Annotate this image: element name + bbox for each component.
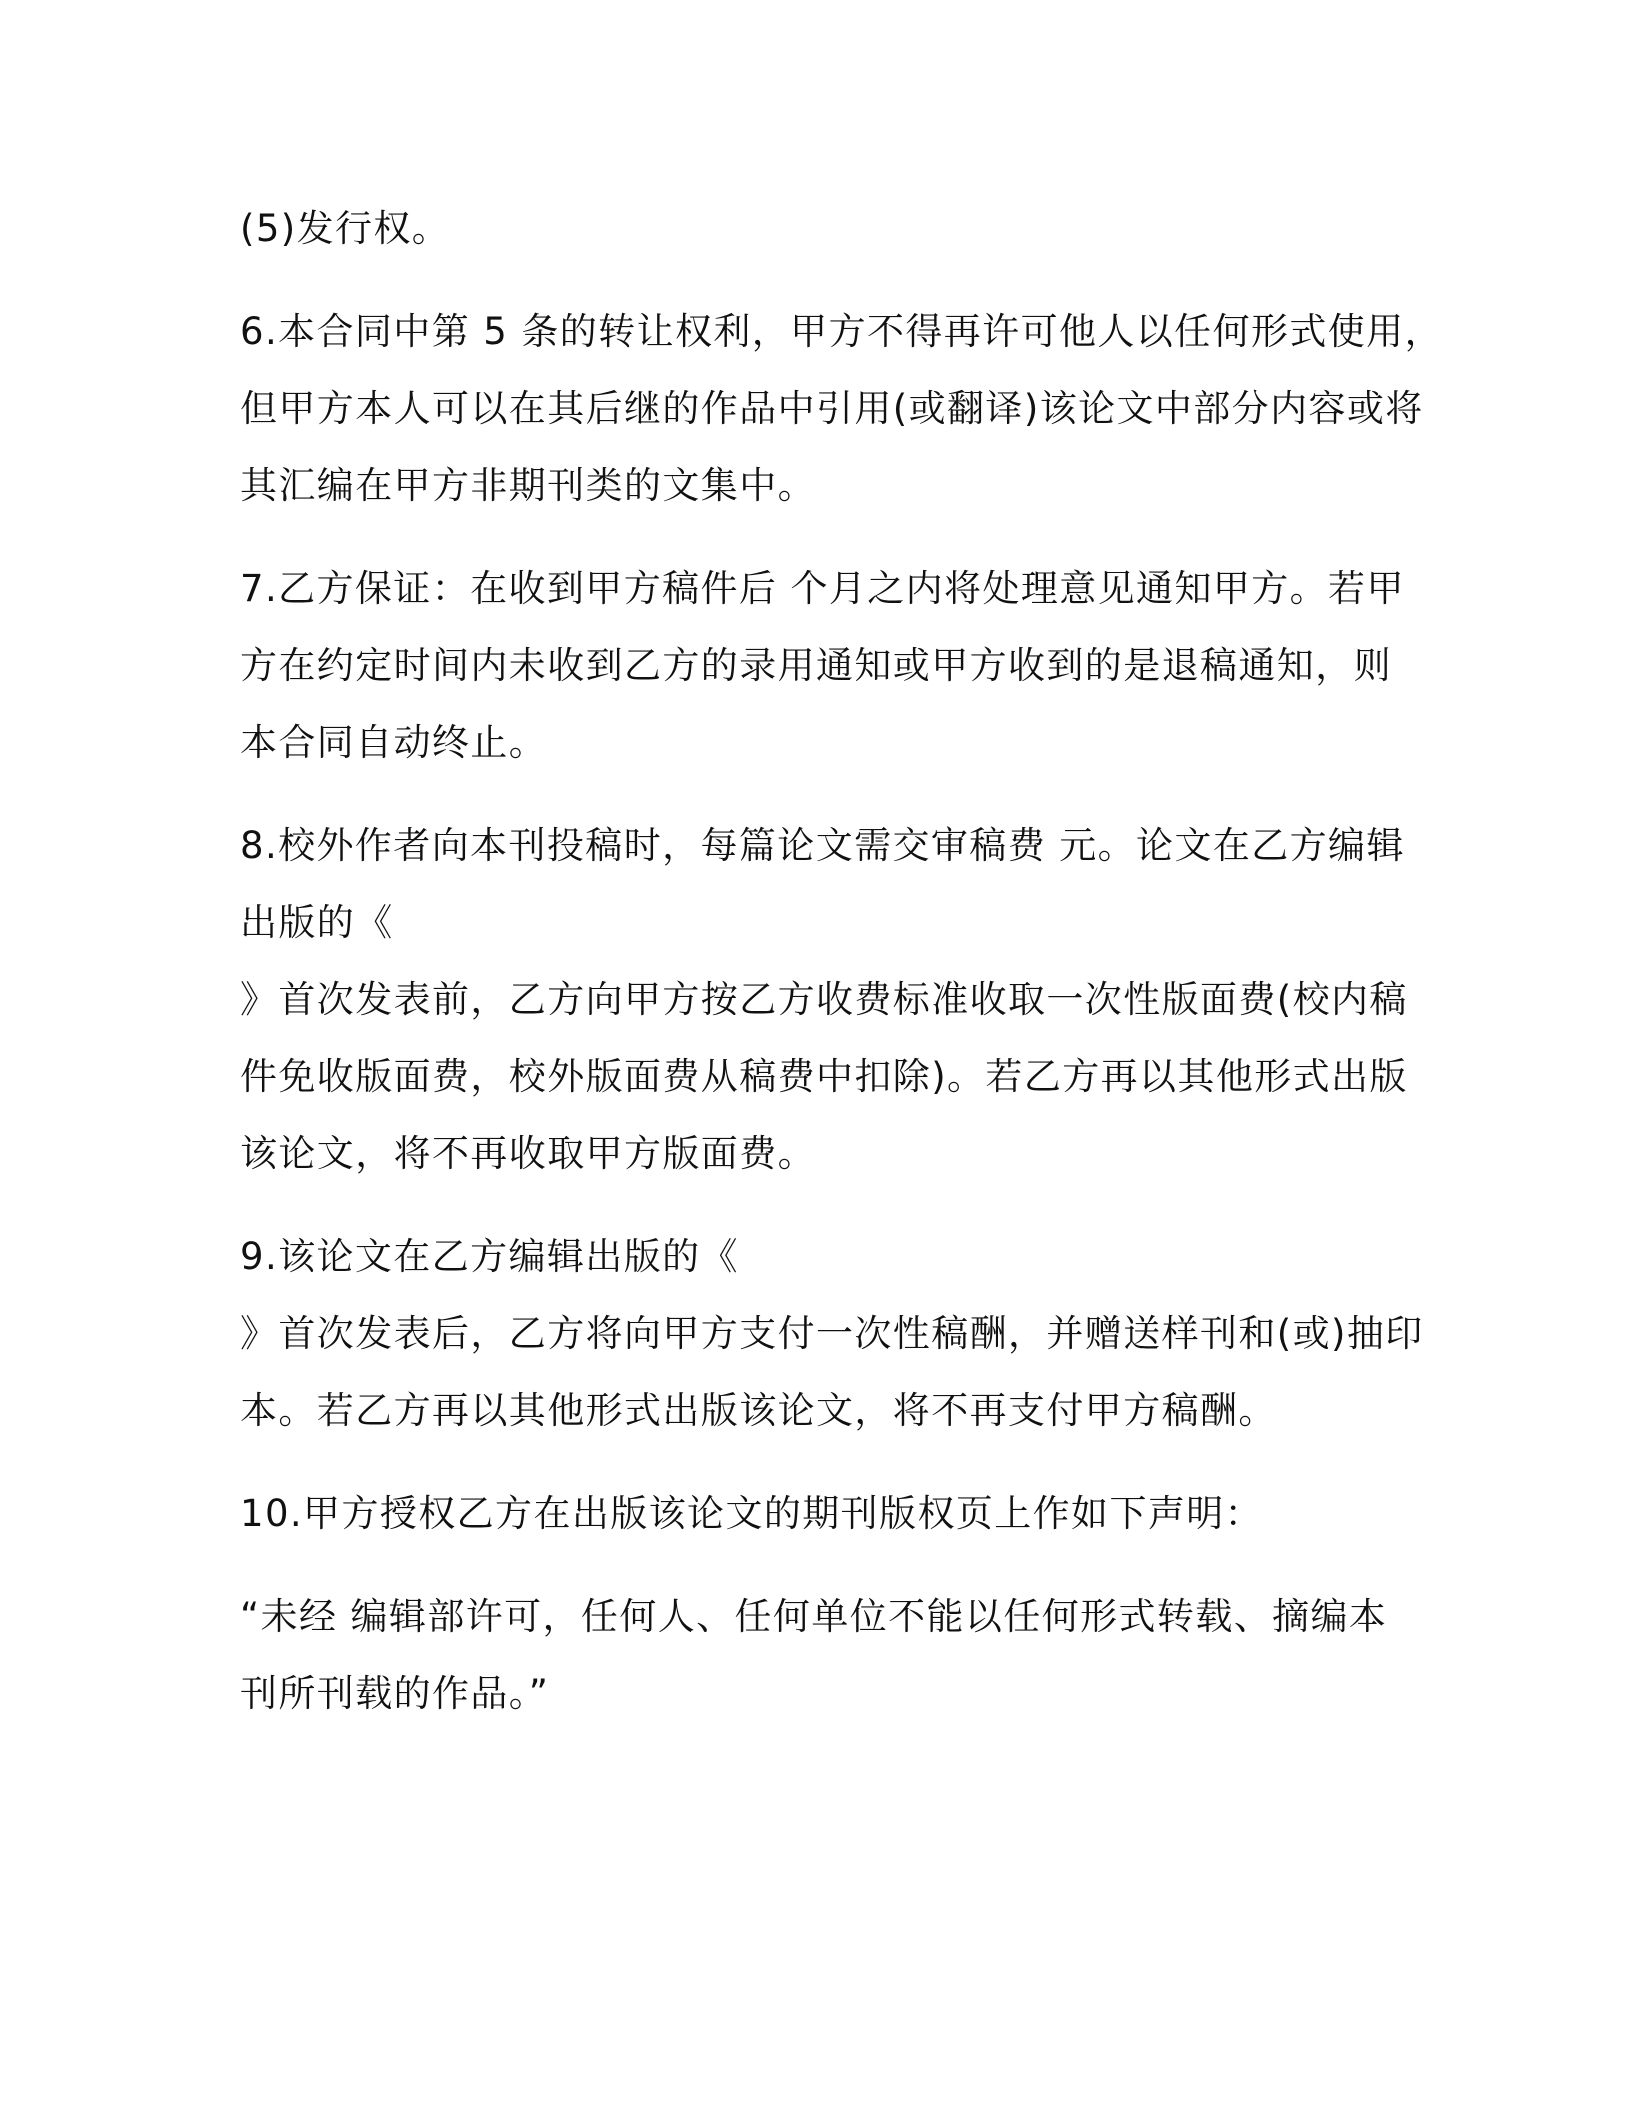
text-line: 其汇编在甲方非期刊类的文集中。 bbox=[240, 464, 816, 507]
paragraph-gap bbox=[240, 1192, 1400, 1218]
clause-9 bbox=[240, 1218, 1424, 1449]
text-line: 刊所刊载的作品。” bbox=[240, 1672, 550, 1715]
paragraph-gap bbox=[240, 524, 1400, 550]
text-line: 7.乙方保证：在收到甲方稿件后 个月之内将处理意见通知甲方。若甲 bbox=[240, 567, 1405, 610]
text-line: 出版的《 bbox=[240, 901, 394, 944]
text-line: 本合同自动终止。 bbox=[240, 721, 548, 764]
paragraph-gap bbox=[240, 267, 1400, 293]
text-line: 10.甲方授权乙方在出版该论文的期刊版权页上作如下声明： bbox=[240, 1492, 1264, 1535]
text-line: 件免收版面费，校外版面费从稿费中扣除)。若乙方再以其他形式出版 bbox=[240, 1055, 1408, 1098]
clause-5-item-5 bbox=[240, 190, 1400, 267]
copyright-statement bbox=[240, 1578, 1400, 1732]
text-line: 但甲方本人可以在其后继的作品中引用(或翻译)该论文中部分内容或将 bbox=[240, 387, 1424, 430]
paragraph-gap bbox=[240, 781, 1400, 807]
text-line: 》首次发表前，乙方向甲方按乙方收费标准收取一次性版面费(校内稿 bbox=[240, 978, 1408, 1021]
text-line: 9.该论文在乙方编辑出版的《 bbox=[240, 1235, 739, 1278]
text-line: 方在约定时间内未收到乙方的录用通知或甲方收到的是退稿通知，则 bbox=[240, 644, 1392, 687]
text-line: 6.本合同中第 5 条的转让权利，甲方不得再许可他人以任何形式使用， bbox=[240, 310, 1443, 353]
text-line: 本。若乙方再以其他形式出版该论文，将不再支付甲方稿酬。 bbox=[240, 1389, 1277, 1432]
text-line: “未经 编辑部许可，任何人、任何单位不能以任何形式转载、摘编本 bbox=[240, 1595, 1388, 1638]
paragraph-gap bbox=[240, 1449, 1400, 1475]
text-line: (5)发行权。 bbox=[240, 207, 451, 250]
paragraph-gap bbox=[240, 1552, 1400, 1578]
text-line: 该论文，将不再收取甲方版面费。 bbox=[240, 1132, 816, 1175]
text-line: 》首次发表后，乙方将向甲方支付一次性稿酬，并赠送样刊和(或)抽印 bbox=[240, 1312, 1424, 1355]
contract-text bbox=[240, 190, 1443, 1732]
clause-8 bbox=[240, 807, 1408, 1192]
clause-7 bbox=[240, 550, 1405, 781]
clause-10 bbox=[240, 1475, 1400, 1552]
text-line: 8.校外作者向本刊投稿时，每篇论文需交审稿费 元。论文在乙方编辑 bbox=[240, 824, 1405, 867]
clause-6 bbox=[240, 293, 1443, 524]
